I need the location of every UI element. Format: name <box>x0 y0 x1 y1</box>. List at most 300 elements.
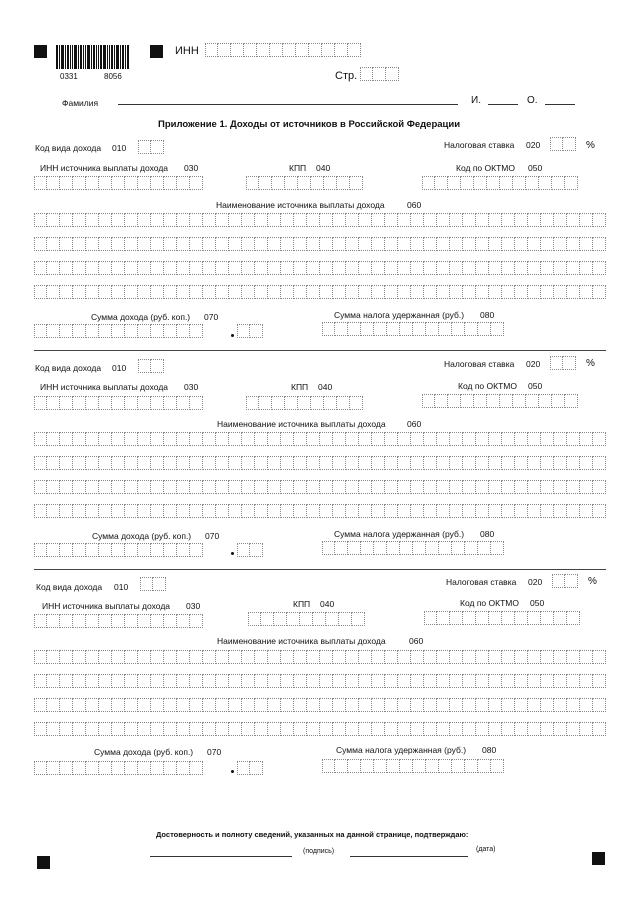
char-cell[interactable] <box>300 612 313 626</box>
char-cell[interactable] <box>320 456 333 470</box>
char-cell[interactable] <box>99 761 112 775</box>
char-cell[interactable] <box>125 213 138 227</box>
char-cell[interactable] <box>294 698 307 712</box>
char-cell[interactable] <box>593 432 606 446</box>
char-cell[interactable] <box>112 432 125 446</box>
kpp-field[interactable] <box>246 176 363 190</box>
char-cell[interactable] <box>237 324 250 338</box>
source-name-row-3[interactable] <box>34 480 606 494</box>
char-cell[interactable] <box>426 759 439 773</box>
source-name-row-1[interactable] <box>34 432 606 446</box>
char-cell[interactable] <box>424 456 437 470</box>
char-cell[interactable] <box>125 722 138 736</box>
char-cell[interactable] <box>99 213 112 227</box>
char-cell[interactable] <box>86 261 99 275</box>
name-initial-line[interactable] <box>488 104 518 105</box>
char-cell[interactable] <box>281 480 294 494</box>
char-cell[interactable] <box>465 759 478 773</box>
char-cell[interactable] <box>448 394 461 408</box>
char-cell[interactable] <box>164 432 177 446</box>
char-cell[interactable] <box>307 213 320 227</box>
char-cell[interactable] <box>140 577 153 591</box>
char-cell[interactable] <box>190 650 203 664</box>
char-cell[interactable] <box>372 650 385 664</box>
char-cell[interactable] <box>125 261 138 275</box>
char-cell[interactable] <box>99 285 112 299</box>
char-cell[interactable] <box>461 176 474 190</box>
char-cell[interactable] <box>281 213 294 227</box>
char-cell[interactable] <box>60 674 73 688</box>
char-cell[interactable] <box>151 140 164 154</box>
char-cell[interactable] <box>203 237 216 251</box>
char-cell[interactable] <box>333 213 346 227</box>
source-name-row-4[interactable] <box>34 285 606 299</box>
source-name-row-2[interactable] <box>34 674 606 688</box>
char-cell[interactable] <box>580 432 593 446</box>
char-cell[interactable] <box>320 698 333 712</box>
char-cell[interactable] <box>47 480 60 494</box>
char-cell[interactable] <box>348 541 361 555</box>
char-cell[interactable] <box>99 396 112 410</box>
char-cell[interactable] <box>593 650 606 664</box>
char-cell[interactable] <box>515 674 528 688</box>
char-cell[interactable] <box>47 614 60 628</box>
char-cell[interactable] <box>385 480 398 494</box>
char-cell[interactable] <box>333 456 346 470</box>
char-cell[interactable] <box>99 176 112 190</box>
char-cell[interactable] <box>125 176 138 190</box>
char-cell[interactable] <box>112 722 125 736</box>
char-cell[interactable] <box>502 432 515 446</box>
char-cell[interactable] <box>474 394 487 408</box>
char-cell[interactable] <box>151 213 164 227</box>
char-cell[interactable] <box>593 237 606 251</box>
char-cell[interactable] <box>268 285 281 299</box>
char-cell[interactable] <box>99 456 112 470</box>
income-code-field[interactable] <box>140 577 166 591</box>
char-cell[interactable] <box>359 722 372 736</box>
char-cell[interactable] <box>489 650 502 664</box>
char-cell[interactable] <box>346 674 359 688</box>
char-cell[interactable] <box>463 698 476 712</box>
char-cell[interactable] <box>424 213 437 227</box>
char-cell[interactable] <box>257 43 270 57</box>
char-cell[interactable] <box>138 237 151 251</box>
char-cell[interactable] <box>476 674 489 688</box>
char-cell[interactable] <box>463 285 476 299</box>
char-cell[interactable] <box>541 650 554 664</box>
char-cell[interactable] <box>47 237 60 251</box>
char-cell[interactable] <box>476 456 489 470</box>
char-cell[interactable] <box>242 504 255 518</box>
char-cell[interactable] <box>528 261 541 275</box>
char-cell[interactable] <box>190 285 203 299</box>
char-cell[interactable] <box>515 261 528 275</box>
char-cell[interactable] <box>177 543 190 557</box>
char-cell[interactable] <box>426 322 439 336</box>
char-cell[interactable] <box>593 285 606 299</box>
char-cell[interactable] <box>242 285 255 299</box>
char-cell[interactable] <box>426 541 439 555</box>
char-cell[interactable] <box>248 612 261 626</box>
char-cell[interactable] <box>398 722 411 736</box>
char-cell[interactable] <box>385 237 398 251</box>
char-cell[interactable] <box>489 213 502 227</box>
tax-withheld-field[interactable] <box>322 322 504 336</box>
char-cell[interactable] <box>177 237 190 251</box>
char-cell[interactable] <box>333 722 346 736</box>
char-cell[interactable] <box>474 176 487 190</box>
char-cell[interactable] <box>487 394 500 408</box>
char-cell[interactable] <box>411 261 424 275</box>
char-cell[interactable] <box>99 698 112 712</box>
char-cell[interactable] <box>489 261 502 275</box>
char-cell[interactable] <box>255 698 268 712</box>
char-cell[interactable] <box>476 650 489 664</box>
char-cell[interactable] <box>34 456 47 470</box>
char-cell[interactable] <box>307 722 320 736</box>
char-cell[interactable] <box>374 541 387 555</box>
char-cell[interactable] <box>60 543 73 557</box>
char-cell[interactable] <box>580 674 593 688</box>
char-cell[interactable] <box>203 285 216 299</box>
char-cell[interactable] <box>177 674 190 688</box>
char-cell[interactable] <box>242 456 255 470</box>
char-cell[interactable] <box>335 759 348 773</box>
char-cell[interactable] <box>60 324 73 338</box>
char-cell[interactable] <box>541 722 554 736</box>
char-cell[interactable] <box>320 674 333 688</box>
char-cell[interactable] <box>60 614 73 628</box>
char-cell[interactable] <box>411 237 424 251</box>
char-cell[interactable] <box>567 480 580 494</box>
char-cell[interactable] <box>567 237 580 251</box>
char-cell[interactable] <box>386 67 399 81</box>
char-cell[interactable] <box>424 504 437 518</box>
char-cell[interactable] <box>593 456 606 470</box>
char-cell[interactable] <box>346 213 359 227</box>
char-cell[interactable] <box>437 456 450 470</box>
char-cell[interactable] <box>34 614 47 628</box>
char-cell[interactable] <box>125 456 138 470</box>
char-cell[interactable] <box>151 432 164 446</box>
char-cell[interactable] <box>60 396 73 410</box>
char-cell[interactable] <box>237 543 250 557</box>
char-cell[interactable] <box>125 543 138 557</box>
char-cell[interactable] <box>463 213 476 227</box>
char-cell[interactable] <box>190 543 203 557</box>
char-cell[interactable] <box>528 237 541 251</box>
char-cell[interactable] <box>281 285 294 299</box>
char-cell[interactable] <box>246 396 259 410</box>
char-cell[interactable] <box>216 261 229 275</box>
char-cell[interactable] <box>60 213 73 227</box>
char-cell[interactable] <box>554 650 567 664</box>
char-cell[interactable] <box>151 480 164 494</box>
oktmo-field[interactable] <box>422 176 578 190</box>
char-cell[interactable] <box>99 650 112 664</box>
char-cell[interactable] <box>411 213 424 227</box>
char-cell[interactable] <box>281 237 294 251</box>
char-cell[interactable] <box>203 432 216 446</box>
char-cell[interactable] <box>541 480 554 494</box>
char-cell[interactable] <box>411 650 424 664</box>
char-cell[interactable] <box>320 650 333 664</box>
char-cell[interactable] <box>164 213 177 227</box>
char-cell[interactable] <box>250 324 263 338</box>
char-cell[interactable] <box>359 698 372 712</box>
char-cell[interactable] <box>372 698 385 712</box>
char-cell[interactable] <box>437 611 450 625</box>
char-cell[interactable] <box>242 237 255 251</box>
char-cell[interactable] <box>359 213 372 227</box>
char-cell[interactable] <box>47 504 60 518</box>
char-cell[interactable] <box>361 541 374 555</box>
char-cell[interactable] <box>216 432 229 446</box>
char-cell[interactable] <box>125 237 138 251</box>
char-cell[interactable] <box>203 650 216 664</box>
char-cell[interactable] <box>374 759 387 773</box>
char-cell[interactable] <box>190 504 203 518</box>
char-cell[interactable] <box>151 674 164 688</box>
char-cell[interactable] <box>567 674 580 688</box>
char-cell[interactable] <box>281 456 294 470</box>
char-cell[interactable] <box>112 285 125 299</box>
char-cell[interactable] <box>502 456 515 470</box>
char-cell[interactable] <box>190 324 203 338</box>
char-cell[interactable] <box>326 612 339 626</box>
char-cell[interactable] <box>346 456 359 470</box>
char-cell[interactable] <box>413 759 426 773</box>
char-cell[interactable] <box>261 612 274 626</box>
char-cell[interactable] <box>452 322 465 336</box>
char-cell[interactable] <box>125 761 138 775</box>
char-cell[interactable] <box>47 722 60 736</box>
char-cell[interactable] <box>567 213 580 227</box>
char-cell[interactable] <box>320 213 333 227</box>
char-cell[interactable] <box>424 432 437 446</box>
char-cell[interactable] <box>274 612 287 626</box>
char-cell[interactable] <box>203 504 216 518</box>
char-cell[interactable] <box>554 285 567 299</box>
char-cell[interactable] <box>528 504 541 518</box>
char-cell[interactable] <box>268 674 281 688</box>
char-cell[interactable] <box>164 285 177 299</box>
char-cell[interactable] <box>463 611 476 625</box>
char-cell[interactable] <box>86 698 99 712</box>
char-cell[interactable] <box>287 612 300 626</box>
char-cell[interactable] <box>361 322 374 336</box>
char-cell[interactable] <box>112 650 125 664</box>
char-cell[interactable] <box>86 213 99 227</box>
char-cell[interactable] <box>216 285 229 299</box>
char-cell[interactable] <box>346 722 359 736</box>
char-cell[interactable] <box>73 261 86 275</box>
char-cell[interactable] <box>541 237 554 251</box>
char-cell[interactable] <box>539 394 552 408</box>
char-cell[interactable] <box>437 722 450 736</box>
char-cell[interactable] <box>190 698 203 712</box>
char-cell[interactable] <box>73 698 86 712</box>
char-cell[interactable] <box>190 761 203 775</box>
char-cell[interactable] <box>554 722 567 736</box>
char-cell[interactable] <box>190 480 203 494</box>
char-cell[interactable] <box>112 761 125 775</box>
char-cell[interactable] <box>491 759 504 773</box>
char-cell[interactable] <box>190 237 203 251</box>
income-sum-kopecks-field[interactable] <box>237 761 263 775</box>
char-cell[interactable] <box>177 324 190 338</box>
char-cell[interactable] <box>86 614 99 628</box>
patronymic-initial-line[interactable] <box>545 104 575 105</box>
char-cell[interactable] <box>255 261 268 275</box>
char-cell[interactable] <box>60 480 73 494</box>
char-cell[interactable] <box>138 761 151 775</box>
char-cell[interactable] <box>34 213 47 227</box>
char-cell[interactable] <box>335 541 348 555</box>
char-cell[interactable] <box>437 650 450 664</box>
char-cell[interactable] <box>153 577 166 591</box>
char-cell[interactable] <box>374 322 387 336</box>
char-cell[interactable] <box>541 611 554 625</box>
char-cell[interactable] <box>34 543 47 557</box>
char-cell[interactable] <box>463 480 476 494</box>
char-cell[interactable] <box>34 761 47 775</box>
char-cell[interactable] <box>567 432 580 446</box>
char-cell[interactable] <box>554 261 567 275</box>
char-cell[interactable] <box>463 456 476 470</box>
char-cell[interactable] <box>387 322 400 336</box>
char-cell[interactable] <box>437 504 450 518</box>
char-cell[interactable] <box>528 722 541 736</box>
income-code-field[interactable] <box>138 140 164 154</box>
char-cell[interactable] <box>112 324 125 338</box>
char-cell[interactable] <box>372 456 385 470</box>
char-cell[interactable] <box>272 396 285 410</box>
char-cell[interactable] <box>47 674 60 688</box>
char-cell[interactable] <box>294 237 307 251</box>
char-cell[interactable] <box>359 261 372 275</box>
char-cell[interactable] <box>320 261 333 275</box>
char-cell[interactable] <box>580 261 593 275</box>
char-cell[interactable] <box>73 614 86 628</box>
char-cell[interactable] <box>307 285 320 299</box>
char-cell[interactable] <box>151 504 164 518</box>
char-cell[interactable] <box>190 396 203 410</box>
char-cell[interactable] <box>73 237 86 251</box>
char-cell[interactable] <box>216 237 229 251</box>
char-cell[interactable] <box>333 432 346 446</box>
char-cell[interactable] <box>307 504 320 518</box>
char-cell[interactable] <box>296 43 309 57</box>
char-cell[interactable] <box>190 674 203 688</box>
char-cell[interactable] <box>320 237 333 251</box>
char-cell[interactable] <box>190 722 203 736</box>
char-cell[interactable] <box>502 237 515 251</box>
char-cell[interactable] <box>73 543 86 557</box>
char-cell[interactable] <box>437 213 450 227</box>
char-cell[interactable] <box>554 456 567 470</box>
char-cell[interactable] <box>229 722 242 736</box>
char-cell[interactable] <box>177 504 190 518</box>
char-cell[interactable] <box>125 674 138 688</box>
char-cell[interactable] <box>528 285 541 299</box>
char-cell[interactable] <box>335 43 348 57</box>
char-cell[interactable] <box>255 237 268 251</box>
char-cell[interactable] <box>411 722 424 736</box>
char-cell[interactable] <box>593 504 606 518</box>
char-cell[interactable] <box>567 698 580 712</box>
char-cell[interactable] <box>339 612 352 626</box>
char-cell[interactable] <box>398 432 411 446</box>
char-cell[interactable] <box>164 650 177 664</box>
char-cell[interactable] <box>86 722 99 736</box>
char-cell[interactable] <box>502 698 515 712</box>
char-cell[interactable] <box>563 137 576 151</box>
char-cell[interactable] <box>125 396 138 410</box>
char-cell[interactable] <box>255 480 268 494</box>
char-cell[interactable] <box>151 396 164 410</box>
char-cell[interactable] <box>125 432 138 446</box>
char-cell[interactable] <box>320 504 333 518</box>
char-cell[interactable] <box>359 237 372 251</box>
source-name-row-4[interactable] <box>34 504 606 518</box>
char-cell[interactable] <box>34 285 47 299</box>
char-cell[interactable] <box>450 237 463 251</box>
char-cell[interactable] <box>86 504 99 518</box>
char-cell[interactable] <box>272 176 285 190</box>
char-cell[interactable] <box>528 456 541 470</box>
char-cell[interactable] <box>309 43 322 57</box>
char-cell[interactable] <box>112 396 125 410</box>
char-cell[interactable] <box>255 456 268 470</box>
char-cell[interactable] <box>294 432 307 446</box>
char-cell[interactable] <box>270 43 283 57</box>
char-cell[interactable] <box>398 285 411 299</box>
char-cell[interactable] <box>450 261 463 275</box>
char-cell[interactable] <box>424 674 437 688</box>
char-cell[interactable] <box>281 698 294 712</box>
char-cell[interactable] <box>580 650 593 664</box>
char-cell[interactable] <box>567 611 580 625</box>
source-inn-field[interactable] <box>34 396 203 410</box>
char-cell[interactable] <box>439 322 452 336</box>
char-cell[interactable] <box>346 698 359 712</box>
char-cell[interactable] <box>324 176 337 190</box>
char-cell[interactable] <box>346 480 359 494</box>
char-cell[interactable] <box>255 213 268 227</box>
char-cell[interactable] <box>372 432 385 446</box>
char-cell[interactable] <box>398 213 411 227</box>
char-cell[interactable] <box>86 480 99 494</box>
char-cell[interactable] <box>285 396 298 410</box>
char-cell[interactable] <box>298 396 311 410</box>
char-cell[interactable] <box>164 543 177 557</box>
char-cell[interactable] <box>86 176 99 190</box>
char-cell[interactable] <box>112 480 125 494</box>
char-cell[interactable] <box>73 722 86 736</box>
income-sum-rubles-field[interactable] <box>34 324 203 338</box>
char-cell[interactable] <box>552 176 565 190</box>
char-cell[interactable] <box>385 285 398 299</box>
char-cell[interactable] <box>216 456 229 470</box>
char-cell[interactable] <box>151 543 164 557</box>
char-cell[interactable] <box>73 504 86 518</box>
char-cell[interactable] <box>422 176 435 190</box>
char-cell[interactable] <box>203 456 216 470</box>
char-cell[interactable] <box>372 480 385 494</box>
char-cell[interactable] <box>125 480 138 494</box>
